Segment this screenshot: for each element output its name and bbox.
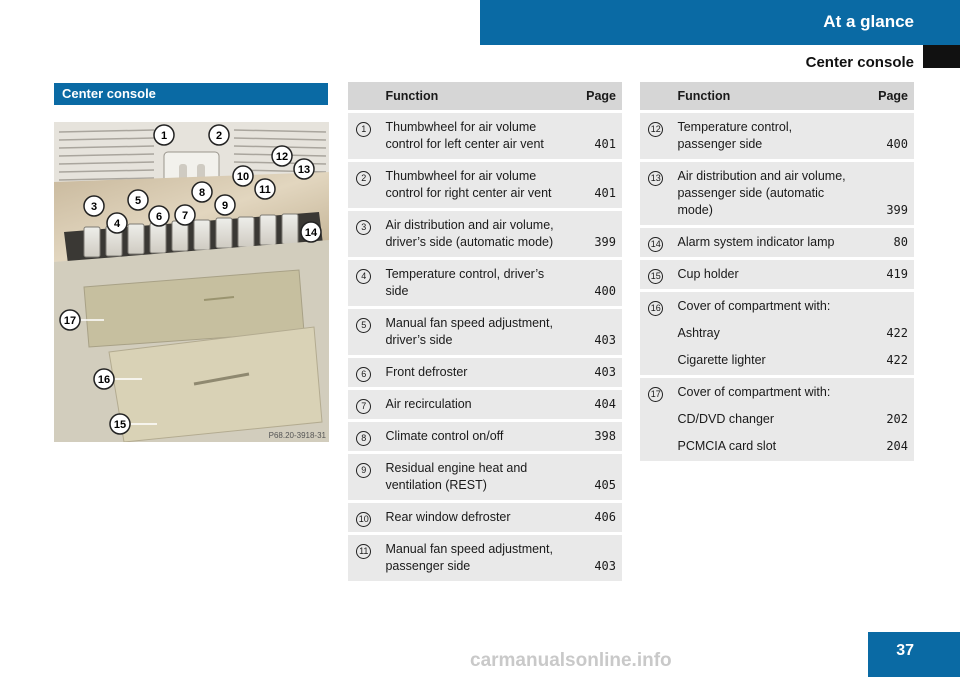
svg-text:12: 12 (275, 151, 289, 163)
function-cell: Temperature control, driver’s side (379, 259, 567, 308)
callout-number: 2 (356, 171, 371, 186)
callout-number: 14 (648, 237, 663, 252)
watermark: carmanualsonline.info (470, 650, 672, 671)
svg-text:16: 16 (97, 374, 111, 386)
callout-number: 1 (356, 122, 371, 137)
page-cell: 400 (567, 259, 622, 308)
page-cell: 401 (567, 161, 622, 210)
page-cell: 204 (886, 439, 908, 453)
table-row (640, 377, 914, 462)
col-page: Page (567, 82, 622, 112)
page-cell: 403 (567, 357, 622, 389)
svg-text:5: 5 (134, 195, 142, 207)
svg-text:3: 3 (90, 201, 98, 213)
svg-text:10: 10 (236, 171, 250, 183)
svg-text:17: 17 (63, 315, 77, 327)
callout-number: 15 (648, 269, 663, 284)
callout-number: 17 (648, 387, 663, 402)
function-cell: Front defroster (379, 357, 567, 389)
callout-number: 10 (356, 512, 371, 527)
table-row (640, 259, 914, 291)
svg-text:13: 13 (297, 164, 311, 176)
callout-number: 7 (356, 399, 371, 414)
function-table-right (640, 82, 914, 461)
table-row (640, 227, 914, 259)
table-row (348, 357, 622, 389)
svg-text:11: 11 (259, 184, 271, 196)
header-tab-marker (923, 45, 960, 68)
svg-text:15: 15 (113, 419, 127, 431)
table-row (348, 534, 622, 582)
table-row (348, 502, 622, 534)
page-cell: 398 (567, 421, 622, 453)
page-cell: 403 (567, 534, 622, 582)
sub-item: Ashtray (677, 326, 720, 340)
svg-text:1: 1 (160, 130, 168, 142)
col-function: Function (671, 82, 859, 112)
page-cell: 404 (567, 389, 622, 421)
svg-text:2: 2 (215, 130, 223, 142)
table-row (348, 161, 622, 210)
table-row (640, 291, 914, 377)
callout-number: 3 (356, 220, 371, 235)
page-cell: 80 (859, 227, 914, 259)
photo-code: P68.20-3918-31 (268, 431, 326, 440)
page-cell: 399 (567, 210, 622, 259)
table-row (348, 453, 622, 502)
callout-number: 5 (356, 318, 371, 333)
page-cell: 422 (886, 326, 908, 340)
page-cell: 403 (567, 308, 622, 357)
function-cell: Cover of compartment with: (677, 385, 831, 399)
function-cell: Cover of compartment with: (677, 299, 831, 313)
table-row (348, 210, 622, 259)
page-cell: 406 (567, 502, 622, 534)
table-row (348, 259, 622, 308)
svg-text:8: 8 (198, 187, 206, 199)
sub-item: CD/DVD changer (677, 412, 775, 426)
function-cell: Rear window defroster (379, 502, 567, 534)
page-cell: 405 (567, 453, 622, 502)
callout-number: 16 (648, 301, 663, 316)
function-cell: Air recirculation (379, 389, 567, 421)
function-cell: Climate control on/off (379, 421, 567, 453)
page-cell: 202 (886, 412, 908, 426)
table-row (640, 112, 914, 161)
callout-number: 4 (356, 269, 371, 284)
table-row (348, 308, 622, 357)
header-subtitle: Center console (805, 54, 914, 71)
page-cell: 401 (567, 112, 622, 161)
callout-number: 9 (356, 463, 371, 478)
svg-text:7: 7 (181, 210, 189, 222)
callout-number: 13 (648, 171, 663, 186)
function-cell: Temperature control, passenger side (671, 112, 859, 161)
callout-number: 6 (356, 367, 371, 382)
svg-text:14: 14 (304, 227, 318, 239)
sub-item: Cigarette lighter (677, 353, 766, 367)
header-title: At a glance (823, 12, 914, 31)
callout-number: 12 (648, 122, 663, 137)
function-cell: Air distribution and air volume, driver’s side (automatic mode) (379, 210, 567, 259)
page-cell: 399 (859, 161, 914, 227)
callout-number: 8 (356, 431, 371, 446)
center-console-photo (54, 122, 329, 442)
function-cell: Cup holder (671, 259, 859, 291)
page-cell: 422 (886, 353, 908, 367)
function-cell: Manual fan speed adjustment, passenger side (379, 534, 567, 582)
col-page: Page (859, 82, 914, 112)
function-table-left (348, 82, 622, 581)
sub-item: PCMCIA card slot (677, 439, 777, 453)
table-row (348, 389, 622, 421)
table-row (348, 112, 622, 161)
page-cell: 400 (859, 112, 914, 161)
svg-text:9: 9 (221, 200, 229, 212)
page-cell: 419 (859, 259, 914, 291)
function-cell: Thumbwheel for air volume control for left center air vent (379, 112, 567, 161)
function-cell: Thumbwheel for air volume control for right center air vent (379, 161, 567, 210)
section-title: Center console (54, 83, 328, 105)
page-number: 37 (868, 632, 960, 677)
function-cell: Alarm system indicator lamp (671, 227, 859, 259)
svg-text:6: 6 (155, 211, 163, 223)
table-row (348, 421, 622, 453)
callout-number: 11 (356, 544, 371, 559)
col-function: Function (379, 82, 567, 112)
function-cell: Air distribution and air volume, passenger side (automatic mode) (671, 161, 859, 227)
function-cell: Manual fan speed adjustment, driver’s side (379, 308, 567, 357)
function-cell: Residual engine heat and ventilation (REST) (379, 453, 567, 502)
svg-text:4: 4 (113, 218, 121, 230)
table-row (640, 161, 914, 227)
